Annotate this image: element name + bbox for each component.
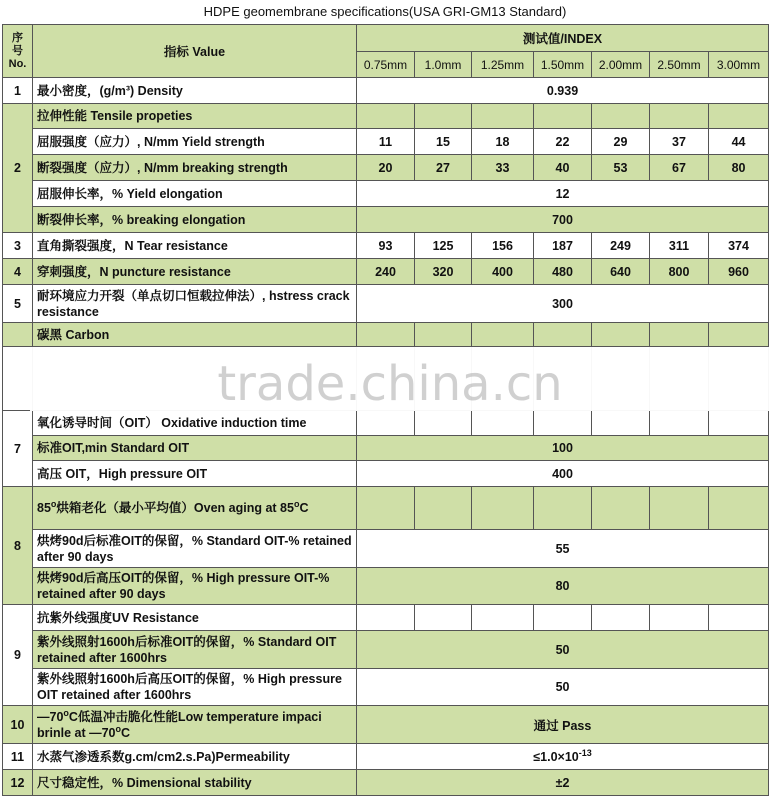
table-row (3, 568, 769, 605)
row-label: 最小密度，(g/m³) Density (33, 78, 357, 104)
row-value: 400 (472, 259, 534, 285)
row-number: 12 (3, 770, 33, 796)
row-value: 29 (592, 129, 650, 155)
table-row (3, 207, 769, 233)
header-value: 指标 Value (33, 25, 357, 78)
row-value: 320 (415, 259, 472, 285)
row-number: 11 (3, 744, 33, 770)
row-value: 400 (357, 461, 769, 487)
row-label: 断裂强度（应力）, N/mm breaking strength (33, 155, 357, 181)
row-label: 尺寸稳定性，% Dimensional stability (33, 770, 357, 796)
row-value: 100 (357, 436, 769, 461)
header-no: 序号No. (3, 25, 33, 78)
row-value: 27 (415, 155, 472, 181)
row-label: 屈服强度（应力）, N/mm Yield strength (33, 129, 357, 155)
table-row (3, 155, 769, 181)
row-label: 水蒸气渗透系数g.cm/cm2.s.Pa)Permeability (33, 744, 357, 770)
row-number: 7 (3, 411, 33, 487)
table-row (3, 605, 769, 631)
row-value: 20 (357, 155, 415, 181)
row-label: 耐环境应力开裂（单点切口恒载拉伸法）, hstress crack resistance (33, 285, 357, 323)
row-label: 氧化诱导时间（OIT） Oxidative induction time (33, 411, 357, 436)
row-value: 80 (357, 568, 769, 605)
row-label: 碳黑 Carbon (33, 323, 357, 347)
table-row (3, 323, 769, 347)
row-value: 249 (592, 233, 650, 259)
row-value: 53 (592, 155, 650, 181)
table-row (3, 744, 769, 770)
table-row (3, 285, 769, 323)
row-label: 85$^o$烘箱老化（最小平均值）Oven aging at 85$^o$C (33, 487, 357, 530)
row-value: 55 (357, 530, 769, 568)
row-value: 22 (534, 129, 592, 155)
table-row (3, 770, 769, 796)
row-number: 1 (3, 78, 33, 104)
row-value: 33 (472, 155, 534, 181)
row-value: 125 (415, 233, 472, 259)
row-value: 93 (357, 233, 415, 259)
row-label: 高压 OIT，High pressure OIT (33, 461, 357, 487)
table-row (3, 104, 769, 129)
row-value: 40 (534, 155, 592, 181)
header-index: 测试值/INDEX (357, 25, 769, 52)
row-value: 480 (534, 259, 592, 285)
row-value: 311 (650, 233, 709, 259)
row-label: 直角撕裂强度，N Tear resistance (33, 233, 357, 259)
document-title: HDPE geomembrane specifications(USA GRI-GM13 Standard) (203, 4, 567, 19)
row-value: 50 (357, 669, 769, 706)
row-value: 15 (415, 129, 472, 155)
row-label: 拉伸性能 Tensile propeties (33, 104, 357, 129)
table-row (3, 461, 769, 487)
row-number: 3 (3, 233, 33, 259)
row-value: 50 (357, 631, 769, 669)
header-thickness: 2.00mm (592, 52, 650, 78)
row-value: 374 (709, 233, 769, 259)
table-row (3, 530, 769, 568)
row-value: 通过 Pass (357, 706, 769, 744)
header-thickness: 1.50mm (534, 52, 592, 78)
table-row (3, 669, 769, 706)
row-value: 640 (592, 259, 650, 285)
row-value: 37 (650, 129, 709, 155)
row-value: 18 (472, 129, 534, 155)
table-row (3, 259, 769, 285)
header-thickness: 1.0mm (415, 52, 472, 78)
header-thickness: 2.50mm (650, 52, 709, 78)
row-value: 12 (357, 181, 769, 207)
row-value: 67 (650, 155, 709, 181)
header-thickness: 1.25mm (472, 52, 534, 78)
table-row (3, 631, 769, 669)
row-label: 紫外线照射1600h后标准OIT的保留，% Standard OIT retained after 1600hrs (33, 631, 357, 669)
table-row (3, 411, 769, 436)
row-value: 300 (357, 285, 769, 323)
row-label: 烘烤90d后标准OIT的保留，% Standard OIT-% retained after 90 days (33, 530, 357, 568)
row-value: 187 (534, 233, 592, 259)
row-number: 4 (3, 259, 33, 285)
table-row (3, 78, 769, 104)
row-value: ±2 (357, 770, 769, 796)
table-row (3, 181, 769, 207)
header-thickness: 0.75mm (357, 52, 415, 78)
row-number: 9 (3, 605, 33, 706)
row-label: 屈服伸长率，% Yield elongation (33, 181, 357, 207)
row-value: 11 (357, 129, 415, 155)
row-value: 156 (472, 233, 534, 259)
row-value: 960 (709, 259, 769, 285)
row-value: 700 (357, 207, 769, 233)
row-value: 0.939 (357, 78, 769, 104)
row-label: 紫外线照射1600h后高压OIT的保留，% High pressure OIT retained after 1600hrs (33, 669, 357, 706)
table-row (3, 436, 769, 461)
table-row (3, 706, 769, 744)
row-value: $\le 1.0\times 10^{-13}$ (357, 744, 769, 770)
row-number: 5 (3, 285, 33, 323)
row-value: 80 (709, 155, 769, 181)
row-number: 8 (3, 487, 33, 605)
row-label: 穿刺强度，N puncture resistance (33, 259, 357, 285)
row-label: 烘烤90d后高压OIT的保留，% High pressure OIT-% retained after 90 days (33, 568, 357, 605)
row-value: 800 (650, 259, 709, 285)
row-label: 断裂伸长率，% breaking elongation (33, 207, 357, 233)
row-label: 标准OIT,min Standard OIT (33, 436, 357, 461)
table-row (3, 233, 769, 259)
row-value: 240 (357, 259, 415, 285)
header-thickness: 3.00mm (709, 52, 769, 78)
watermark: trade.china.cn (217, 356, 563, 412)
row-value: 44 (709, 129, 769, 155)
row-label: —70$^o$C低温冲击脆化性能Low temperature impaci brinle at —70$^o$C (33, 706, 357, 744)
watermark-band (30, 347, 770, 411)
row-number: 10 (3, 706, 33, 744)
row-label: 抗紫外线强度UV Resistance (33, 605, 357, 631)
row-number: 2 (3, 104, 33, 233)
table-row (3, 487, 769, 530)
table-row (3, 129, 769, 155)
